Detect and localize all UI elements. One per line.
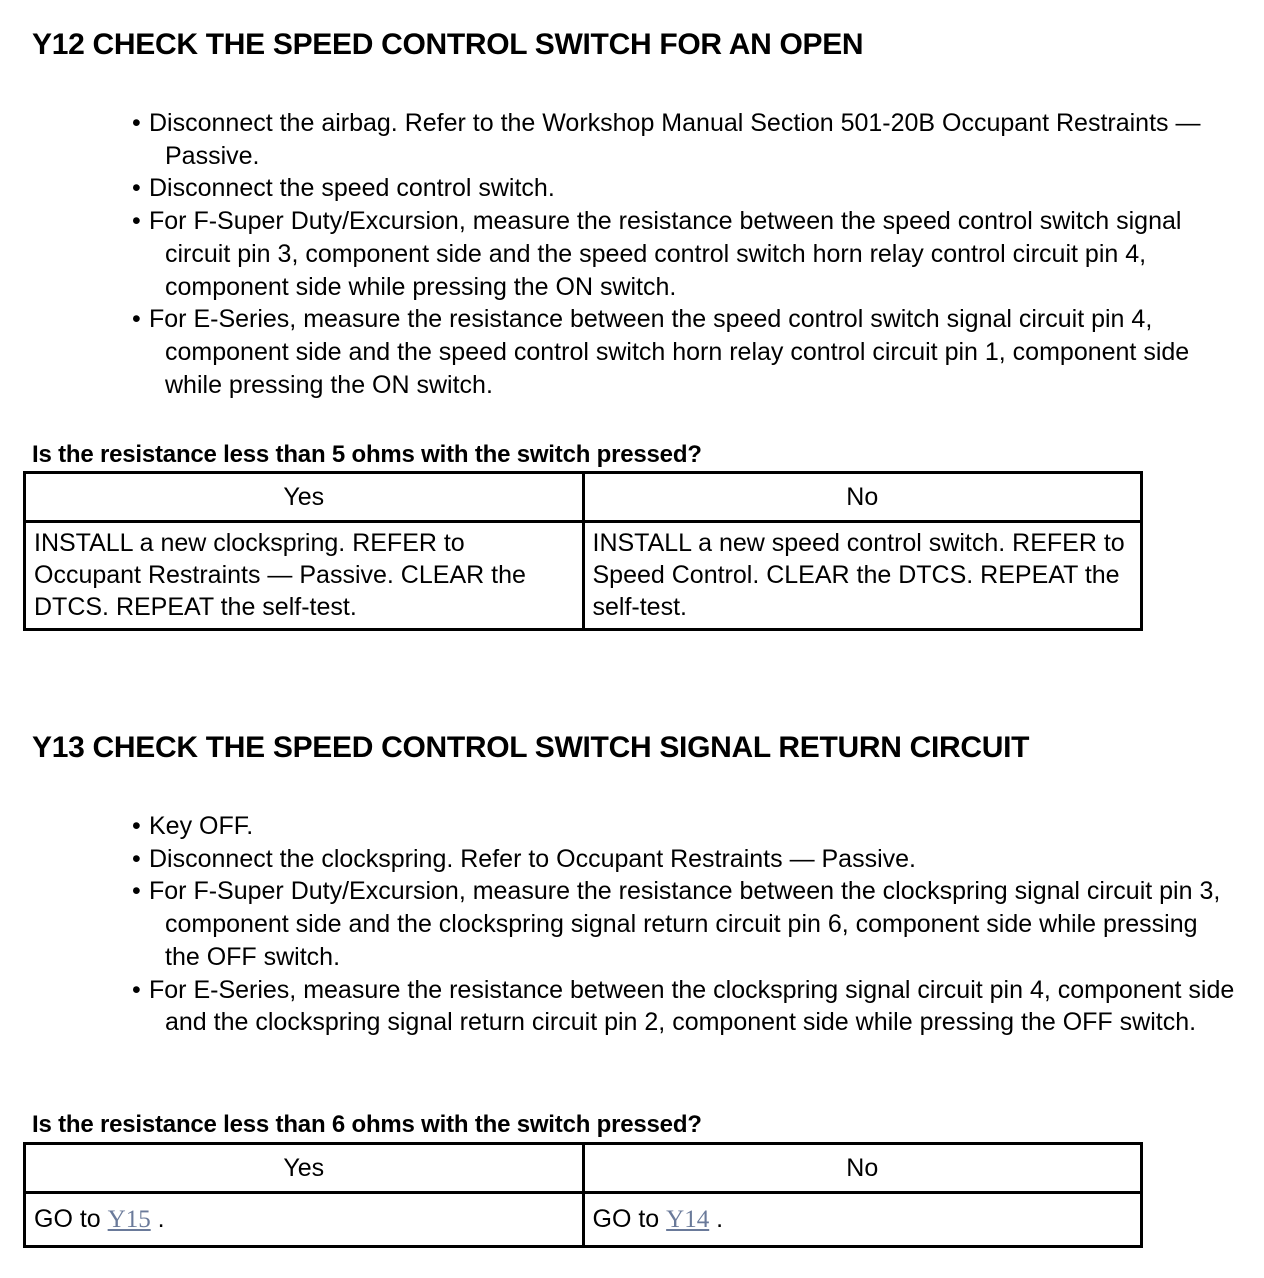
y12-answer-table [23, 471, 1143, 631]
link-y15[interactable]: Y15 [107, 1206, 151, 1233]
list-item: • Disconnect the speed control switch. [115, 172, 1225, 205]
list-item: • Disconnect the clockspring. Refer to Occupant Restraints — Passive. [115, 843, 1235, 876]
y13-steps [115, 810, 1235, 1039]
bullet-icon: • [132, 812, 141, 840]
y13-question: Is the resistance less than 6 ohms with the switch pressed? [32, 1111, 702, 1138]
list-item: • Key OFF. [115, 810, 1235, 843]
no-action: INSTALL a new speed control switch. REFER to Speed Control. CLEAR the DTCS. REPEAT the self-test. [583, 522, 1142, 630]
y12-title: Y12 CHECK THE SPEED CONTROL SWITCH FOR AN OPEN [32, 28, 864, 61]
no-action: GO to Y14 . [583, 1193, 1142, 1247]
yes-action: INSTALL a new clockspring. REFER to Occupant Restraints — Passive. CLEAR the DTCS. REPEAT the self-test. [25, 522, 584, 630]
yes-header: Yes [25, 473, 584, 522]
list-item: • For E-Series, measure the resistance between the speed control switch signal circuit pin 4, component side and the speed control switch horn relay control circuit pin 1, component side while pressing the ON switch. [132, 305, 1190, 399]
y13-answer-table [23, 1142, 1143, 1248]
list-item: • For F-Super Duty/Excursion, measure the resistance between the speed control switch signal circuit pin 3, component side and the speed control switch horn relay control circuit pin 4, component side while pressing the ON switch. [132, 207, 1182, 301]
no-header: No [583, 1144, 1142, 1193]
bullet-icon: • [132, 844, 141, 873]
y12-steps [115, 107, 1225, 401]
no-header: No [583, 473, 1142, 522]
bullet-icon: • [132, 877, 141, 906]
bullet-icon: • [132, 174, 141, 203]
bullet-icon: • [132, 109, 141, 137]
list-item: • For F-Super Duty/Excursion, measure the resistance between the clockspring signal circuit pin 3, component side and the clockspring signal return circuit pin 6, component side while pressing the OFF switch. [132, 877, 1221, 971]
y12-question: Is the resistance less than 5 ohms with the switch pressed? [32, 441, 702, 468]
bullet-icon: • [132, 975, 141, 1004]
yes-action: GO to Y15 . [25, 1193, 584, 1247]
bullet-icon: • [132, 305, 141, 334]
y13-title: Y13 CHECK THE SPEED CONTROL SWITCH SIGNAL RETURN CIRCUIT [32, 731, 1030, 764]
list-item: • Disconnect the airbag. Refer to the Workshop Manual Section 501-20B Occupant Restraints — Passive. [132, 109, 1201, 170]
bullet-icon: • [132, 207, 141, 236]
yes-header: Yes [25, 1144, 584, 1193]
list-item: • For E-Series, measure the resistance between the clockspring signal circuit pin 4, component side and the clockspring signal return circuit pin 2, component side while pressing the OFF switch. [132, 975, 1235, 1037]
link-y14[interactable]: Y14 [666, 1206, 710, 1233]
